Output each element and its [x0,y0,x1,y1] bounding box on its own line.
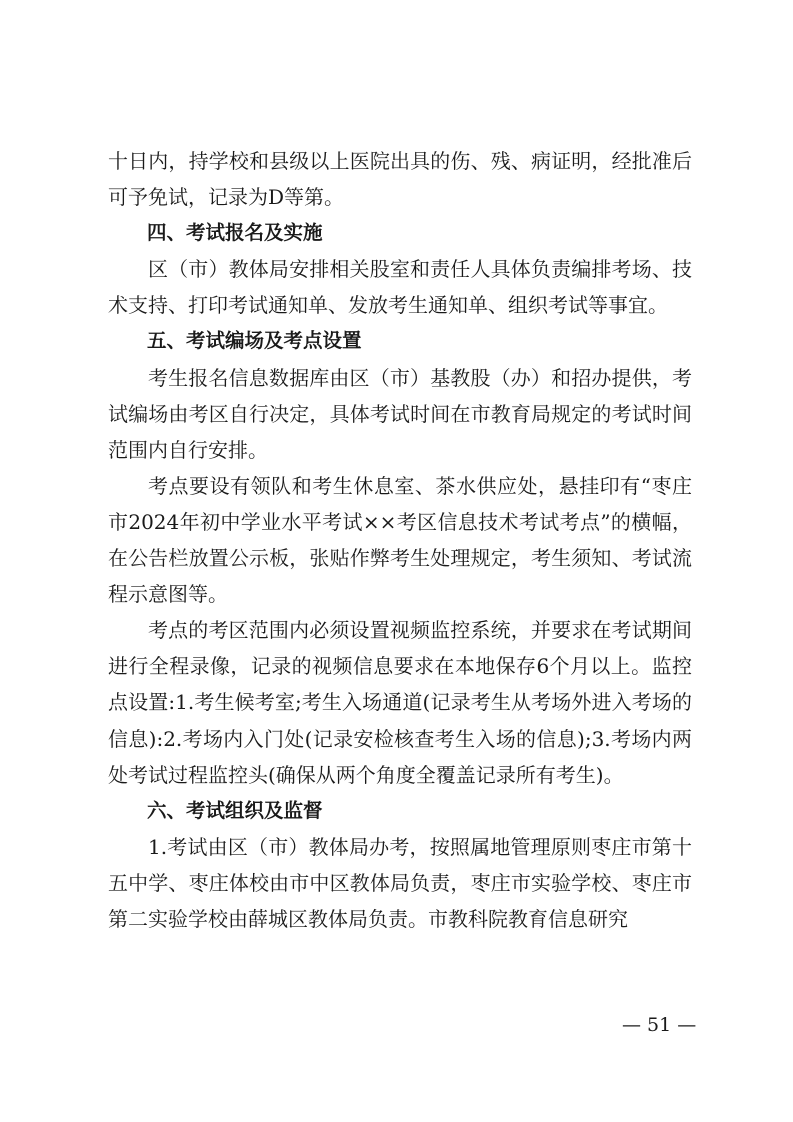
page-number: — 51 — [622,1014,697,1036]
section-heading-5: 五、考试编场及考点设置 [147,329,362,353]
paragraph-video-monitoring: 考点的考区范围内必须设置视频监控系统，并要求在考试期间进行全程录像，记录的视频信息要求在本地保存6个月以上。监控点设置:1.考生候考室;考生入场通道(记录考生从考场外进入考场的信息):2.考场内入门处(记录安检核查考生入场的信息);3.考场内两处考试过程监控头(确保从两个角度全覆盖记录所有考生)。 [108,618,692,787]
section-heading-6: 六、考试组织及监督 [147,798,323,822]
paragraph-exam-site: 考点要设有领队和考生休息室、茶水供应处，悬挂印有“枣庄市2024年初中学业水平考试××考区信息技术考试考点”的横幅，在公告栏放置公示板，张贴作弊考生处理规定，考生须知、考试流程示意图等。 [108,473,692,607]
paragraph-database: 考生报名信息数据库由区（市）基教股（办）和招办提供，考试编场由考区自行决定，具体考试时间在市教育局规定的考试时间范围内自行安排。 [108,365,692,462]
paragraph-registration: 区（市）教体局安排相关股室和责任人具体负责编排考场、技术支持、打印考试通知单、发放考生通知单、组织考试等事宜。 [108,257,692,318]
document-body [108,143,692,937]
section-heading-4: 四、考试报名及实施 [147,221,323,245]
paragraph-organization: 1.考试由区（市）教体局办考，按照属地管理原则枣庄市第十五中学、枣庄体校由市中区教体局负责，枣庄市实验学校、枣庄市第二实验学校由薛城区教体局负责。市教科院教育信息研究 [108,834,692,931]
paragraph-continued: 十日内，持学校和县级以上医院出具的伤、残、病证明，经批准后可予免试，记录为D等第。 [108,149,692,210]
